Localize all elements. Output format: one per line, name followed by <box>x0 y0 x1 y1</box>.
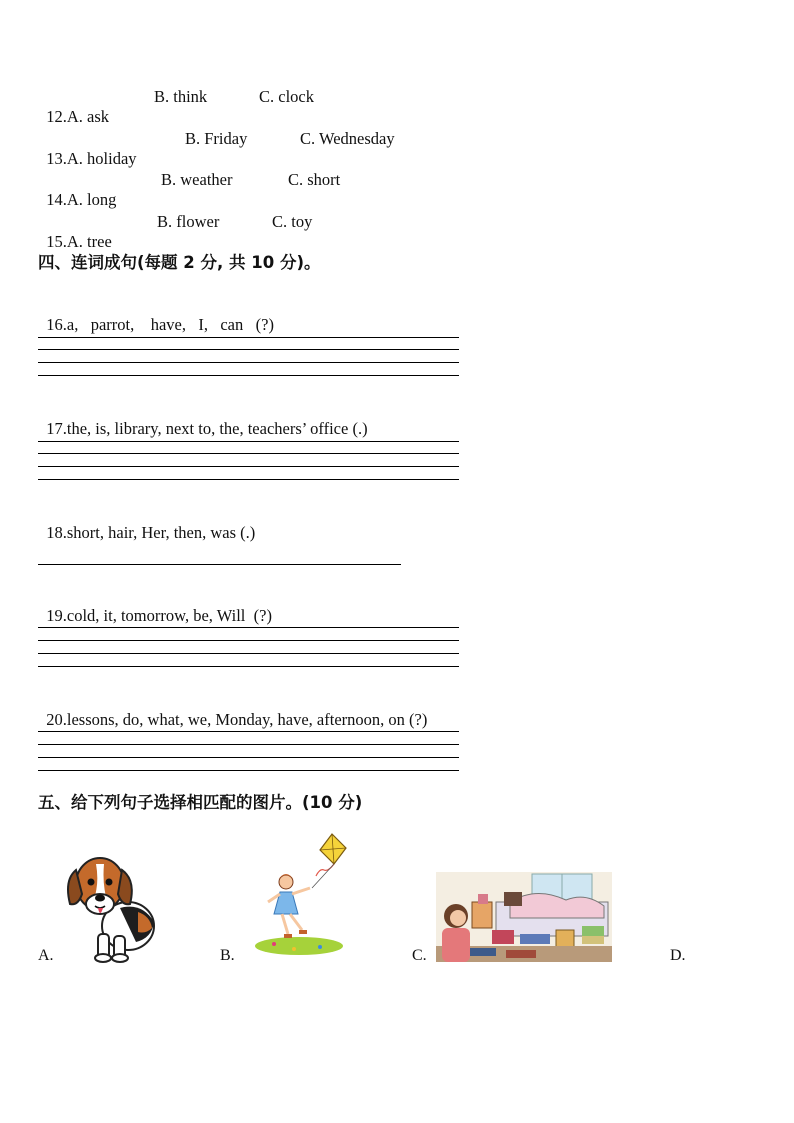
question-text: a, parrot, have, I, can (?) <box>66 315 274 334</box>
question-num: 16. <box>46 315 67 334</box>
answer-line[interactable] <box>38 453 459 454</box>
question-text: the, is, library, next to, the, teachers’ office (.) <box>66 419 368 438</box>
choice-row-12-b: B. think <box>154 87 208 106</box>
answer-line[interactable] <box>38 640 459 641</box>
answer-line[interactable] <box>38 362 459 363</box>
option-a: A. long <box>66 190 117 209</box>
choice-row-15 <box>38 212 112 252</box>
choice-num: 14. <box>46 190 67 209</box>
choice-row-12-c: C. clock <box>259 87 314 106</box>
question-20 <box>38 690 427 730</box>
section-5-heading: 五、给下列句子选择相匹配的图片。(10 分) <box>38 793 363 812</box>
answer-line[interactable] <box>38 479 459 480</box>
question-17 <box>38 399 368 439</box>
question-num: 18. <box>46 523 67 542</box>
answer-line[interactable] <box>38 770 459 771</box>
choice-row-14-b: B. weather <box>161 170 233 189</box>
answer-line[interactable] <box>38 349 459 350</box>
option-a: A. holiday <box>66 149 137 168</box>
choice-row-14 <box>38 170 116 210</box>
option-a: A. ask <box>66 107 110 126</box>
answer-line[interactable] <box>38 627 459 628</box>
choice-row-12 <box>38 87 109 127</box>
question-num: 17. <box>46 419 67 438</box>
choice-num: 15. <box>46 232 67 251</box>
answer-line[interactable] <box>38 653 459 654</box>
choice-row-15-c: C. toy <box>272 212 313 231</box>
option-label-c: C. <box>412 947 427 964</box>
question-19 <box>38 586 272 626</box>
choice-row-13 <box>38 129 137 169</box>
choice-num: 12. <box>46 107 67 126</box>
option-label-a: A. <box>38 947 54 964</box>
section-4-heading: 四、连词成句(每题 2 分, 共 10 分)。 <box>38 253 321 272</box>
choice-row-14-c: C. short <box>288 170 341 189</box>
option-label-b: B. <box>220 947 235 964</box>
girl-kite-picture <box>254 830 354 960</box>
question-text: lessons, do, what, we, Monday, have, afternoon, on (?) <box>66 710 428 729</box>
answer-line[interactable] <box>38 757 459 758</box>
choice-row-13-c: C. Wednesday <box>300 129 395 148</box>
question-num: 20. <box>46 710 67 729</box>
answer-line[interactable] <box>38 666 459 667</box>
question-16 <box>38 295 274 335</box>
option-label-d: D. <box>670 947 686 964</box>
choice-num: 13. <box>46 149 67 168</box>
messy-room-picture <box>436 872 612 962</box>
answer-line[interactable] <box>38 375 459 376</box>
answer-line[interactable] <box>38 466 459 467</box>
choice-row-13-b: B. Friday <box>185 129 248 148</box>
question-text: cold, it, tomorrow, be, Will (?) <box>66 606 272 625</box>
answer-line[interactable] <box>38 744 459 745</box>
answer-line[interactable] <box>38 337 459 338</box>
answer-line[interactable] <box>38 441 459 442</box>
answer-line[interactable] <box>38 731 459 732</box>
question-18 <box>38 503 255 543</box>
question-text: short, hair, Her, then, was (.) <box>66 523 256 542</box>
answer-line[interactable] <box>38 564 401 565</box>
option-a: A. tree <box>66 232 112 251</box>
dog-picture <box>62 846 162 964</box>
question-num: 19. <box>46 606 67 625</box>
choice-row-15-b: B. flower <box>157 212 220 231</box>
